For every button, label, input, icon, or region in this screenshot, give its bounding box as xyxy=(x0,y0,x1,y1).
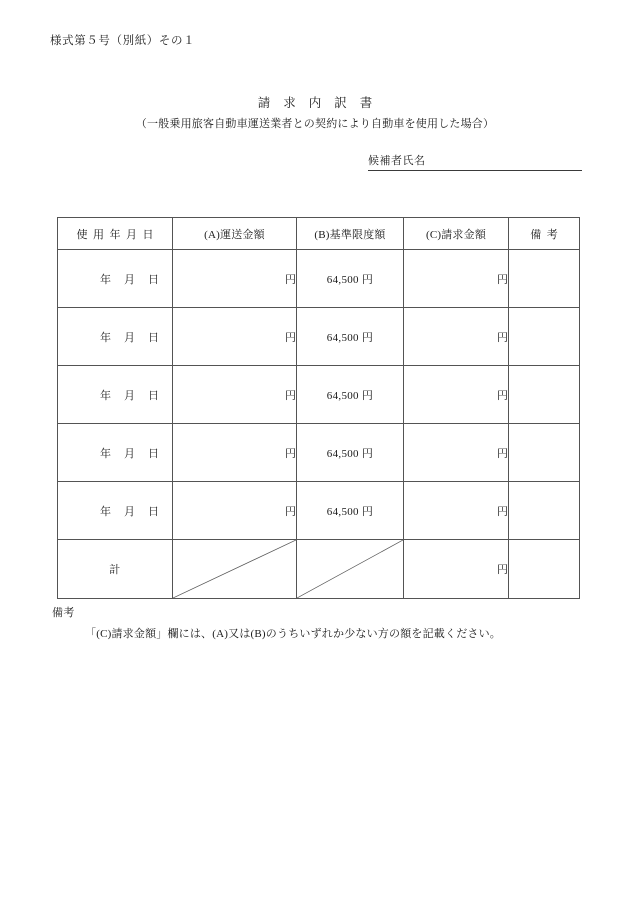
cell-remarks[interactable] xyxy=(509,366,580,424)
cell-claim-amount[interactable]: 円 xyxy=(404,308,509,366)
column-header-claim-amount: (C)請求金額 xyxy=(404,218,509,250)
cell-standard-limit: 64,500 円 xyxy=(297,308,404,366)
column-header-date: 使用年月日 xyxy=(58,218,173,250)
cell-claim-amount[interactable]: 円 xyxy=(404,424,509,482)
candidate-name-field[interactable] xyxy=(368,152,582,171)
table-header-row xyxy=(58,218,580,250)
cell-claim-amount[interactable]: 円 xyxy=(404,482,509,540)
cell-transport-amount[interactable]: 円 xyxy=(173,250,297,308)
page-title: 請求内訳書 xyxy=(257,96,386,110)
cell-date[interactable]: 年月日 xyxy=(58,250,173,308)
footnote-text: 「(C)請求金額」欄には、(A)又は(B)のうちいずれか少ない方の額を記載ください。 xyxy=(85,628,501,640)
column-header-standard-limit: (B)基準限度額 xyxy=(297,218,404,250)
table-row xyxy=(58,366,580,424)
table-row xyxy=(58,424,580,482)
column-header-remarks: 備考 xyxy=(509,218,580,250)
column-header-transport-amount: (A)運送金額 xyxy=(173,218,297,250)
cell-date[interactable]: 年月日 xyxy=(58,366,173,424)
diagonal-strike-icon xyxy=(173,540,296,598)
cell-transport-amount[interactable]: 円 xyxy=(173,424,297,482)
cell-remarks[interactable] xyxy=(509,250,580,308)
cell-total-label: 計 xyxy=(58,540,173,599)
cell-total-transport-amount-struck xyxy=(173,540,297,599)
cell-standard-limit: 64,500 円 xyxy=(297,424,404,482)
table-total-row xyxy=(58,540,580,599)
cell-standard-limit: 64,500 円 xyxy=(297,482,404,540)
cell-claim-amount[interactable]: 円 xyxy=(404,366,509,424)
cell-transport-amount[interactable]: 円 xyxy=(173,482,297,540)
cell-date[interactable]: 年月日 xyxy=(58,482,173,540)
cell-claim-amount[interactable]: 円 xyxy=(404,250,509,308)
candidate-name-label: 候補者氏名 xyxy=(368,155,426,167)
page-subtitle: （一般乗用旅客自動車運送業者との契約により自動車を使用した場合） xyxy=(135,118,495,130)
cell-date[interactable]: 年月日 xyxy=(58,308,173,366)
cell-total-standard-limit-struck xyxy=(297,540,404,599)
cell-total-claim-amount[interactable]: 円 xyxy=(404,540,509,599)
table-row xyxy=(58,250,580,308)
billing-table xyxy=(57,217,580,599)
cell-total-remarks[interactable] xyxy=(509,540,580,599)
cell-remarks[interactable] xyxy=(509,308,580,366)
cell-date[interactable]: 年月日 xyxy=(58,424,173,482)
diagonal-strike-icon xyxy=(297,540,403,598)
cell-transport-amount[interactable]: 円 xyxy=(173,308,297,366)
cell-standard-limit: 64,500 円 xyxy=(297,250,404,308)
table-row xyxy=(58,308,580,366)
cell-remarks[interactable] xyxy=(509,482,580,540)
cell-standard-limit: 64,500 円 xyxy=(297,366,404,424)
cell-transport-amount[interactable]: 円 xyxy=(173,366,297,424)
footnote-label: 備考 xyxy=(52,607,75,619)
footnote-block xyxy=(52,604,592,641)
table-row xyxy=(58,482,580,540)
form-number: 様式第５号（別紙）その１ xyxy=(50,35,196,47)
cell-remarks[interactable] xyxy=(509,424,580,482)
billing-table-wrapper xyxy=(57,217,579,599)
